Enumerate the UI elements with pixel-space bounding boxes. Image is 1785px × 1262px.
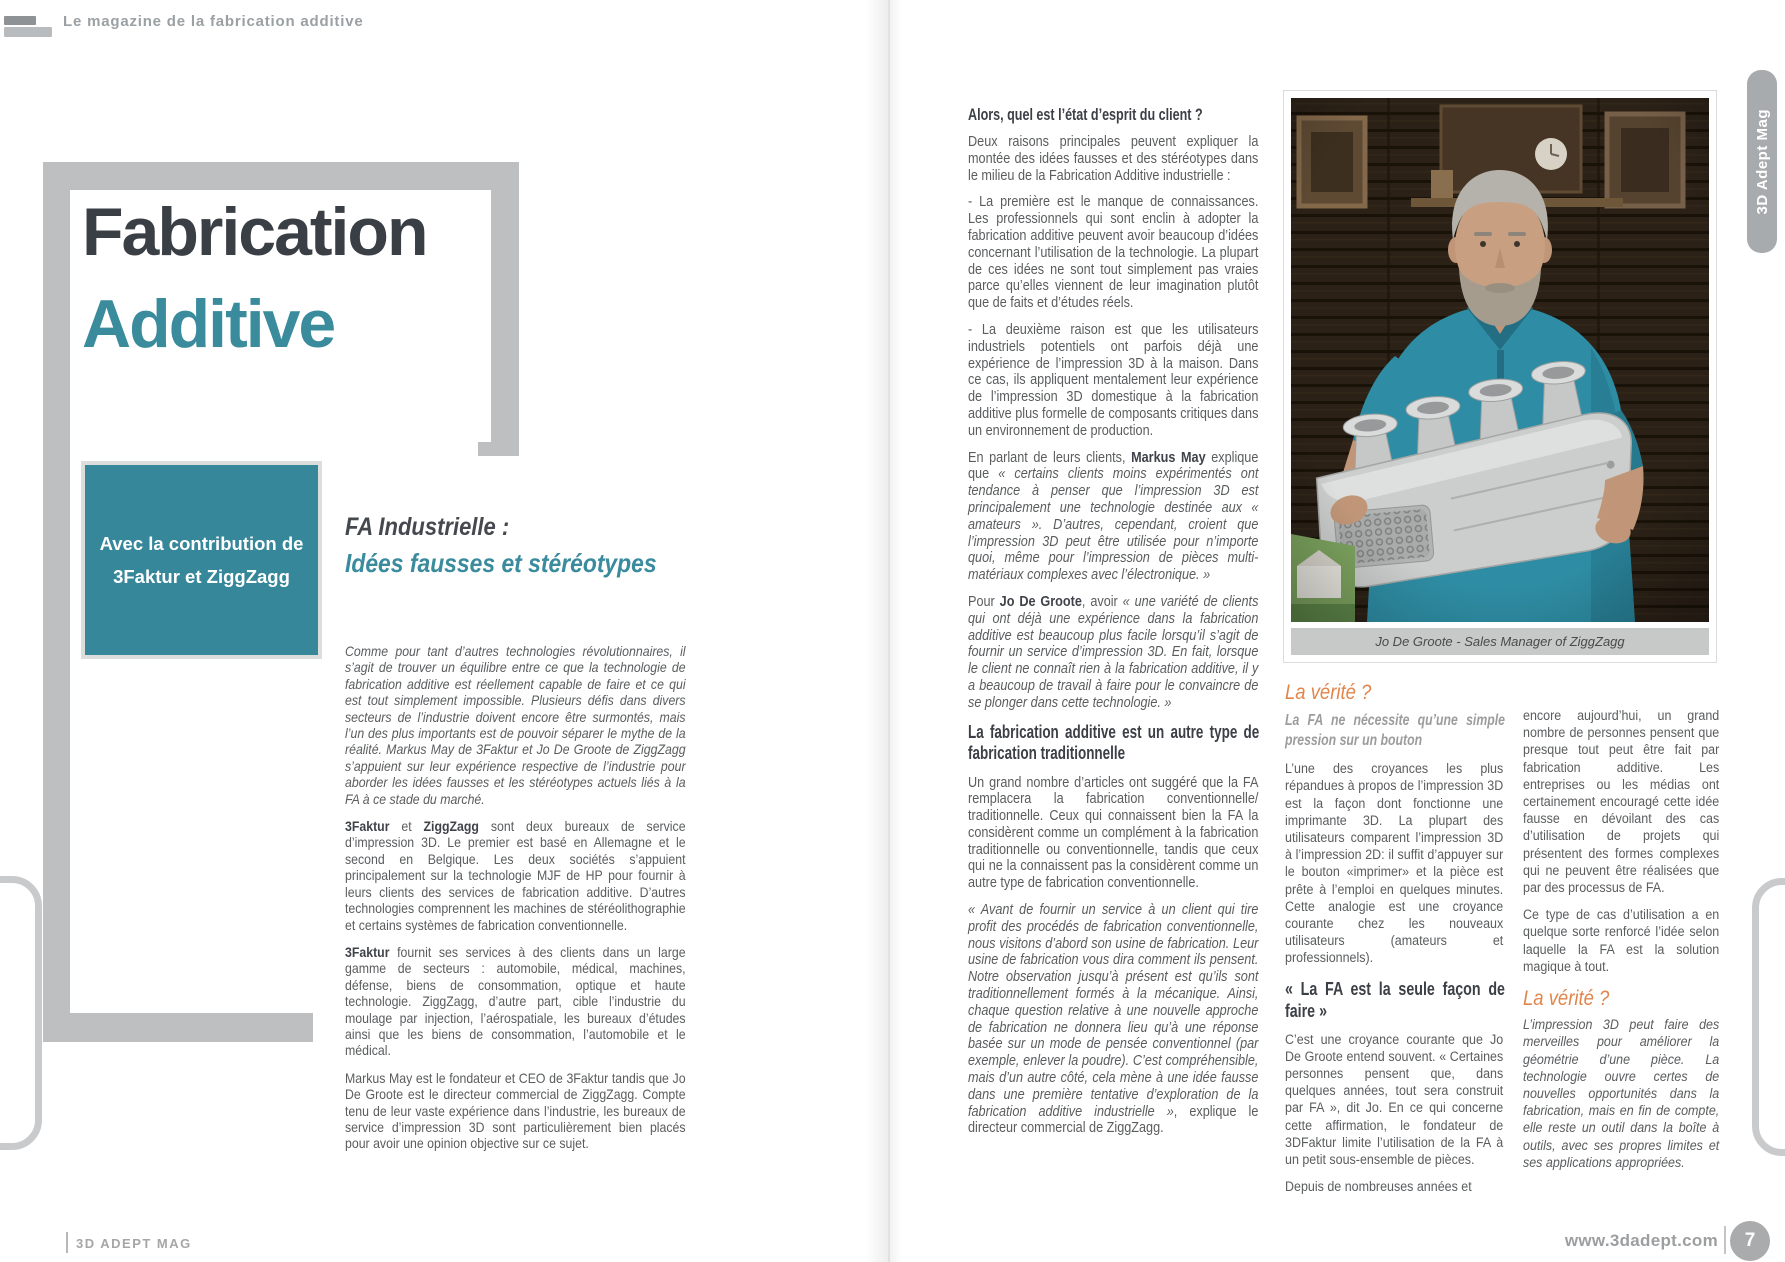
body-paragraph: - La deuxième raison est que les utilisateurs industriels potentiels ont parfois déjà une expérience de l’impression 3D à la maison. Dans ce cas, ils appliquent mentalement leur expérience de l’impression 3D domestique à la fabrication additive plus formelle de composants critiques dans un environnement de production. — [968, 321, 1259, 439]
bold-ziggzagg: ZiggZagg — [423, 818, 479, 835]
left-page-body-column — [345, 643, 686, 1163]
right-column-1 — [968, 104, 1258, 1147]
portrait-photo-illustration — [1291, 98, 1709, 622]
body-paragraph: Depuis de nombreuses années et — [1285, 1179, 1472, 1196]
body-paragraph — [968, 594, 1258, 712]
title-frame-right-foot — [478, 442, 519, 456]
text-run: explique que — [968, 449, 1259, 483]
page-number: 7 — [1744, 1230, 1756, 1251]
heading-only-way — [1285, 978, 1503, 1022]
page-gutter-shadow — [866, 0, 888, 1262]
right-column-2 — [1285, 681, 1505, 1206]
text-run: Pour — [968, 593, 1000, 610]
body-paragraph: L’une des croyances les plus répandues à propos de l’impression 3D est la façon dont fonctionne une imprimante 3D. La plupart des utilisateurs comparent l’impression 3D à l’impression 2D: il suffit d’appuyer sur le bouton «imprimer» et la pièce est prête à l’emploi en quelques minutes. Cette analogie est une croyance courante chez les nouveaux utilisateurs (amateurs et professionnels). — [1285, 761, 1504, 967]
body-paragraph: C’est une croyance courante que Jo De Groote entend souvent. « Certaines personnes pensent que, dans quelques années, tout sera construit par FA », dit Jo. En ce qui concerne cette affirmation, le fondateur de 3DFaktur limite l’utilisation de la FA à un petit sous-ensemble de pièces. — [1285, 1031, 1504, 1169]
title-frame-right — [491, 162, 519, 442]
side-tab-label: 3D Adept Mag — [1753, 108, 1771, 215]
bold-jo-de-groote: Jo De Groote — [999, 593, 1082, 610]
magazine-tagline: Le magazine de la fabrication additive — [63, 13, 364, 30]
subheading-one-button — [1285, 711, 1503, 751]
brand-logo-bar-top — [4, 16, 36, 25]
footer-left-rule — [66, 1232, 68, 1253]
photo-jo-de-groote — [1283, 90, 1717, 663]
body-paragraph: encore aujourd’hui, un grand nombre de personnes pensent que presque tout peut être fait par fabrication additive. Les entreprises ou les médias ont certainement encouragé cette idée fausse en dévoilant des cas d’utilisation de projets qui présentent des formes complexes qui ne peuvent être réalisées que par des processus de FA. — [1523, 708, 1720, 897]
footer-magazine-name: 3D ADEPT MAG — [76, 1236, 192, 1251]
title-frame-bottom — [43, 1013, 313, 1042]
body-paragraph — [345, 818, 686, 933]
title-frame-left — [43, 162, 70, 1042]
footer-right-rule — [1724, 1226, 1726, 1254]
heading-text: La FA ne nécessite qu’une simple pression sur un bouton — [1285, 712, 1505, 750]
title-frame-top — [43, 162, 519, 190]
text-run: , avoir — [1081, 593, 1123, 610]
text-run: En parlant de leurs clients, — [968, 449, 1132, 466]
website-url[interactable]: www.3dadept.com — [1564, 1231, 1718, 1250]
heading-am-traditional — [968, 722, 1258, 765]
section-heading-block — [345, 513, 715, 579]
body-paragraph: Markus May est le fondateur et CEO de 3Faktur tandis que Jo De Groote est le directeur commercial de ZiggZagg. Compte tenu de leur vaste expérience dans l’industrie, les bureaux de service d’impression 3D sont particulièrement bien placés pour avoir une opinion objective sur ce sujet. — [345, 1069, 686, 1152]
body-paragraph: - La première est le manque de connaissances. Les professionnels qui sont enclin à adopter la fabrication additive peuvent avoir beaucoup d’idées concernant l’utilisation de la technologie. La plupart de ces idées ne sont tout simplement pas vraies parce qu’elles viennent de leur imagination plutôt que de faits et d’études réels. — [968, 194, 1259, 312]
heading-text: La fabrication additive est un autre type de fabrication traditionnelle — [968, 721, 1260, 763]
quote-factory-visit: « Avant de fournir un service à un client qui tire profit des procédés de fabrication conventionnelle, nous visitons d’abord son usine de fabrication. Leur usine de fabrication vous dira comment ils pensent. Notre observation jusqu’à présent est qu’ils sont traditionnellement formés à la mécanique. Ainsi, chaque question relative à une nouvelle approche de fabrication ne donnera lieu qu’à une réponse basée sur un mode de pensée conventionnel (par exemple, enlever la poudre). C’est compréhensible, mais d’un autre côté, cela mène à une idée fausse dans une première tentative d’exploration de la fabrication additive industrielle » — [968, 902, 1259, 1120]
quote-jo-de-groote: « une variété de clients qui ont déjà une expérience dans la fabrication additive est beaucoup plus facile lorsqu’il s’agit de fournir un service d’impression 3D. En fait, lorsque le client ne connaît rien à la fabrication additive, il y a beaucoup de travail à faire pour le convaincre de se plonger dans cette technologie. » — [968, 593, 1259, 711]
intro-paragraph: Comme pour tant d’autres technologies révolutionnaires, il s’agit de trouver un équilibre entre ce que la technologie de fabrication additive est réellement capable de faire et ce qui est tout simplement impossible. Plusieurs défis dans divers secteurs de l’industrie doivent encore être surmontés, mais l’un des plus importants est de pouvoir séparer le mythe de la réalité. Markus May de 3Faktur et Jo De Groote de ZiggZagg s’appuient sur leur expérience respective de l’industrie pour aborder les idées fausses et les stéréotypes actuels liés à la FA à ce stade du marché. — [345, 643, 686, 807]
text-run: , explique le directeur commercial de ZiggZagg. — [968, 1103, 1259, 1137]
section-title: Idées fausses et stéréotypes — [345, 548, 657, 578]
bold-markus-may: Markus May — [1131, 449, 1206, 466]
contribution-line2: 3Faktur et ZiggZagg — [113, 566, 290, 587]
edge-ornament-right — [1752, 878, 1785, 1156]
body-paragraph — [345, 944, 686, 1059]
contribution-box — [81, 461, 322, 659]
heading-la-verite-2: La vérité ? — [1523, 987, 1610, 1011]
edge-ornament-left — [0, 876, 42, 1150]
page-number-badge — [1730, 1221, 1770, 1261]
page-title-line1: Fabrication — [82, 194, 427, 270]
heading-client-mindset — [968, 104, 1258, 125]
heading-text: Alors, quel est l’état d’esprit du client ? — [968, 105, 1203, 124]
text-run: sont deux bureaux de service d’impression 3D. Le premier est basé en Allemagne et le second en Belgique. Les deux sociétés s’appuient principalement sur la technologie MJF de HP pour fournir à leurs clients des services de fabrication additive. D’autres technologies comprennent les machines de stéréolithographie et certains systèmes de fabrication conventionnelle. — [345, 818, 686, 933]
photo-caption: Jo De Groote - Sales Manager of ZiggZagg — [1291, 628, 1709, 655]
body-paragraph — [968, 450, 1258, 584]
body-paragraph: Un grand nombre d’articles ont suggéré que la FA remplacera la fabrication conventionnelle/ traditionnelle. Ceux qui connaissent bien la FA la considèrent comme un complément à la fabrication traditionnelle ou conventionnelle, tandis que ceux qui ne la connaissent pas la considèrent comme un autre type de fabrication conventionnelle. — [968, 774, 1259, 892]
right-column-3 — [1523, 708, 1719, 1182]
contribution-line1: Avec la contribution de — [99, 533, 304, 554]
text-run: fournit ses services à des clients dans un large gamme de secteurs : automobile, médical, machines, défense, biens de consommation, optique et haute technologie. ZiggZagg, d’autre part, cible l’industrie du moulage par injection, l’aérospatiale, les bureaux d’études ainsi que les biens de consommation, l’automobile et le médical. — [345, 943, 686, 1059]
body-paragraph: Deux raisons principales peuvent expliquer la montée des idées fausses et des stéréotypes dans le milieu de la Fabrication Additive industrielle : — [968, 134, 1259, 184]
side-tab-3d-adept-mag — [1747, 70, 1777, 253]
text-run: et — [389, 818, 424, 835]
section-kicker: FA Industrielle : — [345, 513, 510, 541]
bold-3faktur: 3Faktur — [345, 818, 390, 835]
heading-la-verite: La vérité ? — [1285, 681, 1372, 704]
body-paragraph — [968, 902, 1258, 1137]
brand-logo-bar-bottom — [4, 27, 52, 37]
bold-3faktur: 3Faktur — [345, 943, 390, 960]
page-title-line2: Additive — [82, 286, 335, 362]
quote-markus-may: « certains clients moins expérimentés ont tendance à penser que l’impression 3D est principalement une technologie destinée aux « amateurs ». D’autres, cependant, croient que l’impression 3D peut être utilisée pour n’importe quoi, même pour l’impression de pièces multi-matériaux complexes avec l’électronique. » — [968, 466, 1259, 584]
page-gutter-shadow-right — [890, 0, 902, 1262]
body-paragraph-italic: L’impression 3D peut faire des merveilles pour améliorer la géométrie d’une pièce. La technologie ouvre certes de nouvelles opportunités dans la fabrication, mais en fin de compte, elle reste un outil dans la boîte à outils, avec ses propres limites et ses applications appropriées. — [1523, 1017, 1720, 1171]
body-paragraph: Ce type de cas d’utilisation a en quelque sorte renforcé l’idée selon laquelle la FA est la solution magique à tout. — [1523, 907, 1720, 975]
heading-text: « La FA est la seule façon de faire » — [1285, 978, 1505, 1021]
